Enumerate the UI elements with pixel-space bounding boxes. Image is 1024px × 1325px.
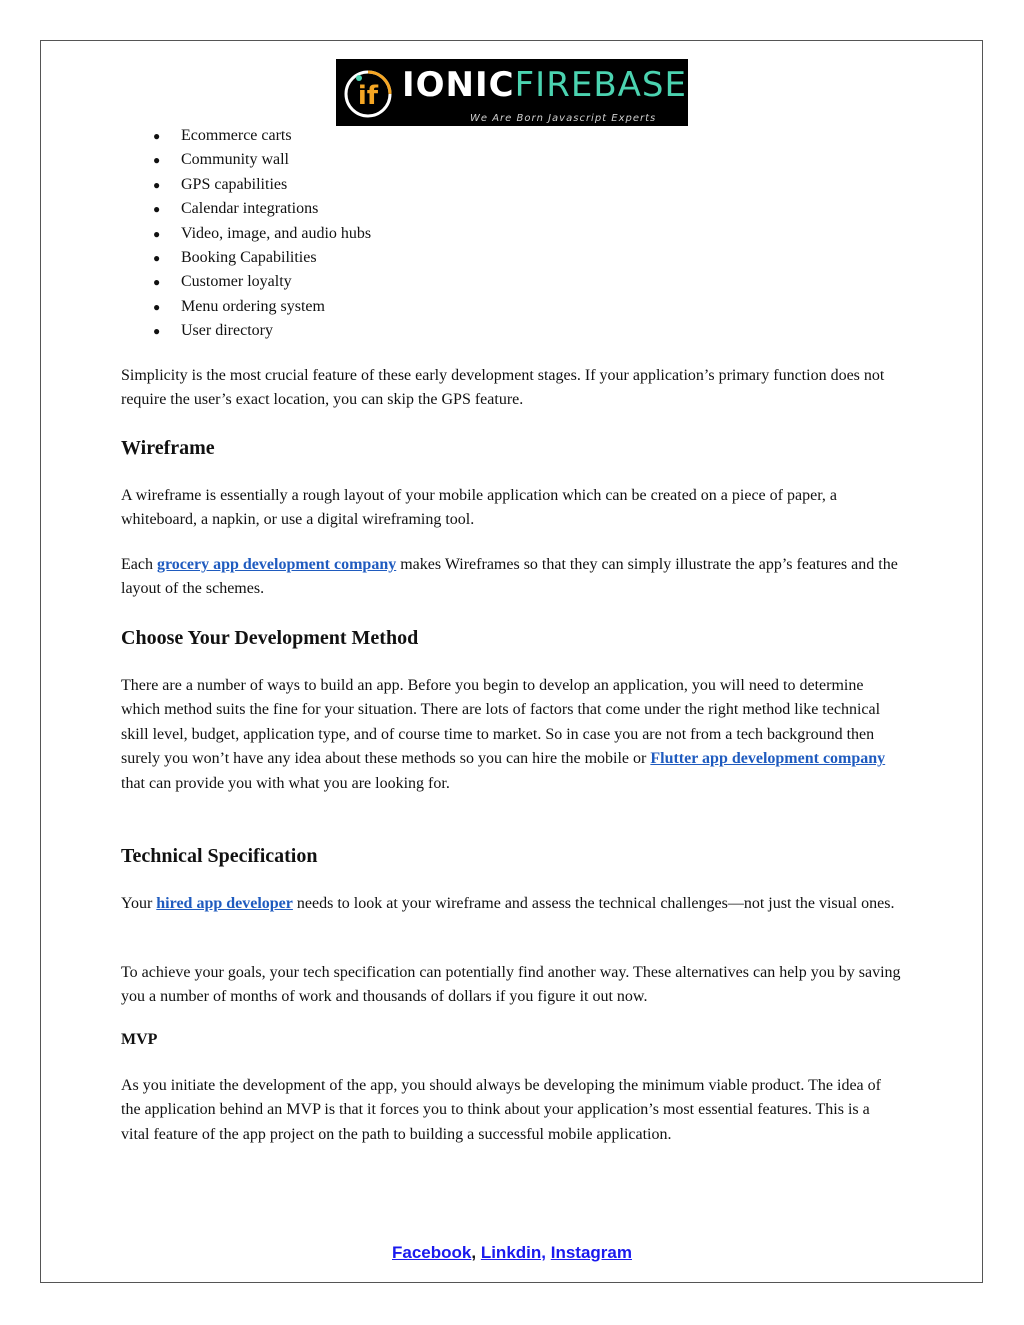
wireframe-p2-after: makes Wireframes so that they can simply illustrate the app’s features and the layout of the schemes.	[121, 556, 898, 598]
bullet-icon: ●	[153, 250, 161, 265]
list-item	[121, 319, 901, 343]
logo-mark-letters: if	[357, 80, 379, 111]
flutter-app-link[interactable]: Flutter app development company	[650, 750, 886, 768]
list-item-label: GPS capabilities	[181, 175, 288, 193]
bullet-icon: ●	[153, 324, 161, 339]
logo-tagline: We Are Born Javascript Experts	[470, 113, 657, 124]
list-item	[121, 173, 901, 197]
linkdin-link[interactable]: Linkdin,	[480, 1243, 546, 1262]
technical-paragraph-1	[121, 892, 901, 916]
footer-social-links	[0, 1243, 1024, 1263]
logo-word-ionic: IONIC	[402, 65, 515, 105]
grocery-app-link[interactable]: grocery app development company	[156, 556, 397, 573]
list-item-label: Customer loyalty	[181, 273, 292, 291]
logo-mark-icon	[342, 67, 394, 119]
method-heading: Choose Your Development Method	[121, 627, 419, 649]
list-item-label: Video, image, and audio hubs	[181, 224, 372, 242]
list-item	[121, 246, 901, 270]
instagram-link[interactable]: Instagram	[550, 1243, 632, 1262]
bullet-icon: ●	[153, 202, 161, 217]
method-p-after: that can provide you with what you are looking for.	[121, 774, 450, 792]
method-paragraph	[121, 674, 901, 796]
facebook-link[interactable]: Facebook	[392, 1243, 472, 1262]
bullet-icon: ●	[153, 299, 161, 314]
list-item	[121, 222, 901, 246]
footer-separator: ,	[471, 1243, 477, 1262]
wireframe-paragraph-1: A wireframe is essentially a rough layout of your mobile application which can be created on a piece of paper, a whiteboard, a napkin, or use a digital wireframing tool.	[121, 487, 837, 529]
mvp-paragraph: As you initiate the development of the app, you should always be developing the minimum viable product. The idea of the application behind an MVP is that it forces you to think about your application’s most essential features. This is a vital feature of the app project on the path to building a successful mobile application.	[121, 1077, 881, 1143]
features-section	[121, 124, 901, 344]
list-item-label: Menu ordering system	[181, 297, 325, 315]
hired-app-developer-link[interactable]: hired app developer	[156, 895, 293, 912]
ionic-firebase-logo	[336, 59, 688, 126]
bullet-icon: ●	[153, 177, 161, 192]
list-item-label: Booking Capabilities	[181, 248, 317, 266]
list-item	[121, 148, 901, 172]
bullet-icon: ●	[153, 226, 161, 241]
list-item-label: Ecommerce carts	[181, 127, 292, 144]
list-item-label: Community wall	[181, 151, 289, 169]
technical-p1-before: Your	[121, 895, 157, 912]
wireframe-p2-before: Each	[121, 556, 157, 573]
wireframe-paragraph-2	[121, 553, 901, 602]
simplicity-paragraph: Simplicity is the most crucial feature of these early development stages. If your application’s primary function does not require the user’s exact location, you can skip the GPS feature.	[121, 367, 885, 409]
logo-wordmark	[402, 63, 687, 107]
features-list	[121, 124, 901, 344]
method-p-before: There are a number of ways to build an app. Before you begin to develop an application, you will need to determine which method suits the fine for your situation. There are lots of factors that come under the right method like technical skill level, budget, application type, and of course time to market. So in case you are not from a tech background then surely you won’t have any idea about these methods so you can hire the mobile or	[121, 677, 881, 768]
mvp-heading: MVP	[121, 1031, 158, 1048]
technical-heading: Technical Specification	[121, 845, 318, 867]
list-item-label: User directory	[181, 322, 273, 340]
wireframe-heading: Wireframe	[121, 437, 215, 459]
technical-paragraph-2: To achieve your goals, your tech specification can potentially find another way. These alternatives can help you by saving you a number of months of work and thousands of dollars if you figure it out now.	[121, 964, 901, 1006]
list-item	[121, 124, 901, 148]
list-item	[121, 295, 901, 319]
list-item	[121, 197, 901, 221]
list-item	[121, 270, 901, 294]
list-item-label: Calendar integrations	[181, 200, 319, 218]
bullet-icon: ●	[153, 153, 161, 168]
technical-p1-after: needs to look at your wireframe and assess the technical challenges—not just the visual ones.	[292, 895, 895, 912]
bullet-icon: ●	[153, 275, 161, 290]
logo-word-firebase: FIREBASE	[514, 65, 687, 105]
bullet-icon: ●	[153, 129, 161, 143]
